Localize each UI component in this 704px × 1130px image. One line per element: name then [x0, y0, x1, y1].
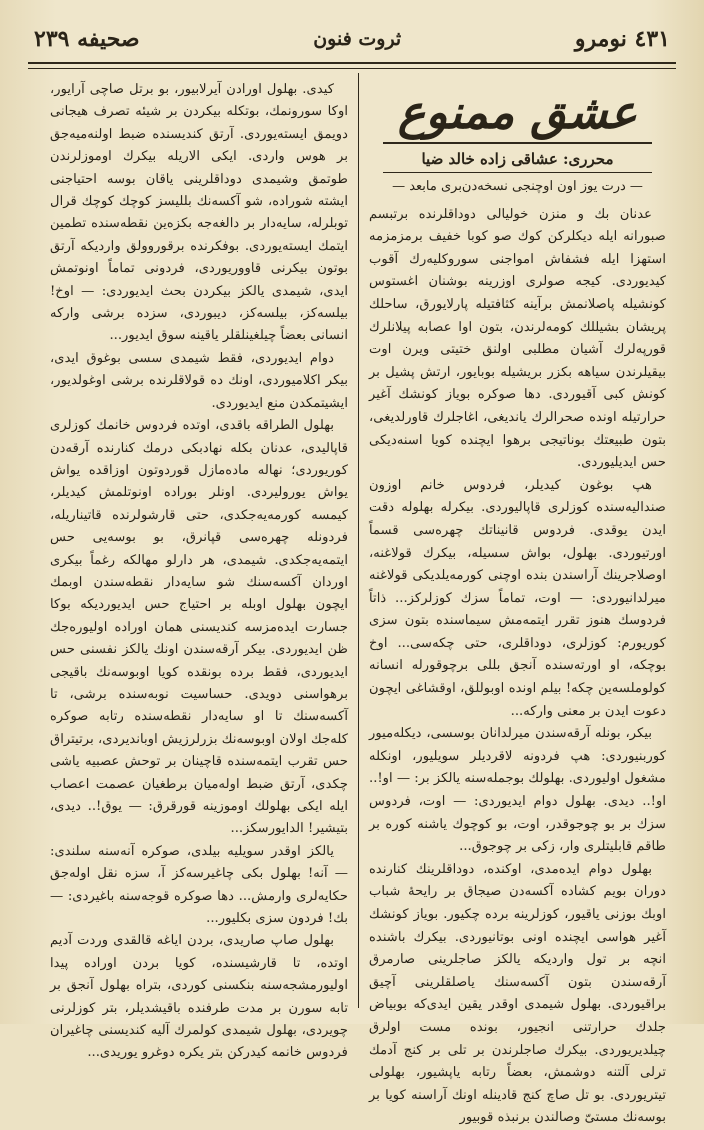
paragraph: عدنان بك و منزن خولیالی دوداقلرنده برتبسم صبورانه ایله دیکلرکن کوك صو کوبا خفیف برمزمزمه استهزا ایله فشفاش امواجنی سوروکلیه‌رك آقوب کیدیوردی. کیجه صولری اوزرینه بوشنان اغستوس کونشیله پاصلانمش برآینه کثافتیله پارلایورق، ساحلك پریشان بشیللك کومه‌لرندن، بتون اوا عصابه پیلانلرك قورپه‌لرك آشیان مطلبی اولنق ختیتی ویرن اوت بیقیلرندن سیاهه بکزر بریشیله بوبایور، ارتش پشیل بر کونش کبی آقیوردی. دها صوکره بویاز کونشك آغیر حرارتیله اونده صحرالرك یاندیغی، اغاجلرك قاورلدیغی، بتون طبیعتك بوناتیجی برهوا ایچنده کویا اسنه‌دیکی حس ایدیلیوردی. [369, 206, 666, 471]
paragraph: بهلول الطراقه باقدی، اوتده فردوس خانمك کوزلری قاپالیدی، عدنان بکله نهادبکی درمك کنارنده آرقه‌دن کوریوردی؛ نهاله ماده‌مازل قوردوتون اوزاقده یواش یواش یورولیردی. اونلر بوراده اونوتلمش کیدیلر، کیمسه کورمه‌یه‌جکدی، حتی قارشولرنده قاتیناریله، فردونله چهره‌سی قپانرق، بو بوسه‌یی حس ایتمه‌یه‌جکدی. شیمدی، هر دارلو مهالکه رغماً بیکری اوردان آکسه‌سنك شو سایه‌دار نقطه‌سندن اوبمك ایچون بهلول اوبله بر احتیاج حس ایدیوردیکه بوکا جسارت ایده‌مزسه کندیسنی همان اوراده اوليوره‌جك ظن ایدیوردی. بیکر آرقه‌سندن اونك یالکز نفسنی حس ایدیوردی، فقط برده بونقده کویا اوبوسه‌نك باقیجی برهواسنی دویدی. حساسیت نوبه‌سنده برشی، تا آکسه‌سنك تا او سایه‌دار نقطه‌سنده رتابه صوکره کله‌جك اولان اوبوسه‌نك بزرلرزیش اوباندیردی، برتیتراق حس تقرب ایتمه‌سنده قاچینان بر توحش عصبیه یاشی چکدی، آرتق ضبط اوله‌میان برطغیان عصمت اعصاب ایله ایکی بهلولك اوموزینه قورقرق: — یوق!.. دیدی، بتیشیر! الدایورسکز... [50, 418, 348, 837]
author-rule [383, 172, 652, 173]
page-header [28, 22, 676, 56]
author-line: محرری: عشاقی زاده خالد ضیا [421, 149, 614, 168]
right-column [358, 73, 676, 1126]
paragraph: یالکز اوقدر سویلیه بیلدی، صوکره آنه‌سنه سلندی: — آنه! بهلول بکی چاغیرسه‌کز آ، سزه نقل اوله‌جق حکایه‌لری وارمش... دها صوکره قوجه‌سنه باغیردی: — بك! فردون سزی بکلیور... [50, 843, 348, 927]
continuation-note: — درت یوز اون اوچنجی نسخه‌دن‌بری مابعد — [392, 178, 643, 194]
paragraph: کیدی. بهلول اورادن آیرلابیور، بو برتل صاچی آرایور، اوکا سورونمك، بوتکله بیکردن بر شیئه تصرف هیجانی دویمق ایسته‌یوردی. آرتق کندیسنده ضبط اولنه‌میه‌جق بر هوس واردی. ایکی الاریله بیکرك اوموزلرندن طوتمق وشیمدی دوداقلرینی یاقان بوسه احتیاجنی ایشته شوراده، شو آکسه‌نك بللیسز کوچك کوچك قرال توبلرله، سایه‌دار بر دالغه‌جه بکزه‌ین نقطه‌سنده تطمین ایتمك ایسته‌یوردی. بوفکرنده برقوروولق واردیکه آرتق بوتون بیکرنی قاووریوردی، فردونی تماماً اونوتمش ایدی، شیمدی یالکز بیکردن بحث ایدیوردی: — اوخ! بیلسه‌کز، بیلسه‌کز، دیبوردی، سزده برشی وارکه انسانی بعضاً چیلغینلقلر یاقینه سوق ایدیور... [50, 82, 348, 344]
article-title: عشق ممنوع [397, 85, 638, 139]
paragraph: هپ بوغون کیدیلر، فردوس خانم اوزون صندالیه‌سنده کوزلری قاپالیوردی. بیکرله بهلوله دقت ایدن یوقدی. فردوس قانیناتك چهره‌سی قسماً اورتیوردی. بهلول، بواش سسیله، بیکرك قولاغنه، اوصلاجرینك آراسندن بنده اوچنی کورمه‌یلدیکی قولاغنه میرلدانیوردی: — اوت، تماماً سزك کوزلرکز... ذاتاً فردوسك هنوز تقرر ایتمه‌مش سیماسنده بتون سزی کوریورم: کوزلری، دوداقلری، حتی چکه‌سی... اوخ بوچکه، او اورته‌سنده آنجق بللی برچوقورله انسانه کولوملسه‌ین چکه! بیلم اونده اوبوللق، اوقشاغی ایچون دعوت ایدن بر معنی وارکه... [369, 477, 666, 719]
article-heading [369, 79, 666, 194]
page-number: صحيفه ٢٣٩ [34, 26, 140, 52]
paragraph: بهلول دوام ایده‌مدی، اوکنده، دوداقلرینك کنارنده دوران بویم کشاده آکسه‌دن صیجاق بر رایحهٔ شباب اوبك بوزنی یاقیور، کوزلرینه برده چکیور. بویاز کونشك آغیر هواسی ایچنده اونی بوتانیوردی. بیکرك باشنده انچه بر تول واردیکه یالکز صاجلرینی صارمرق آرقه‌سندن بتون آکسه‌سنك یاصلقلرینی آچیق براقیوردی. بهلول شیمدی اوقدر یقین ایدی‌که بوبیاض جلدك حرارتنی انجیور، بونده مست اولرق چیلدیریوردی. بیکرك صاجلرندن بر تلی بر کنج آدمك ترلی آلتنه دوشمش، بعضاً رتابه یاپشیور، بهلولی تیتریوردی. بو تل صاچ کنج قادینله اونك آراسنه کویا بر بوسه‌نك مستیّ وصالندن برنبذه قوبیور [369, 861, 666, 1126]
issue-number: ٤٣١ نومرو [574, 26, 670, 52]
paragraph: دوام ایدیوردی، فقط شیمدی سسی بوغوق ایدی، بیکر اکلامیوردی، اونك ده قولاقلرنده برشی اوغولدیور، ایشیتمکدن منع ایدیوردی. [50, 350, 348, 411]
left-column [40, 73, 358, 1061]
text-columns [28, 73, 676, 1126]
header-rule [28, 62, 676, 69]
title-rule [383, 142, 652, 144]
paragraph: بیکر، بونله آرقه‌سندن میرلدانان بوسسی، دیکله‌میور کوربنیوردی: هپ فردونه لاقردیلر سویلیور، اونکله مشغول اولیوردی. بهلولك بوجمله‌سنه یالکز بر: — او!.. او!.. دیدی. بهلول دوام ایدیوردی: — اوت، فردوس سزك بر بو چوجوقدر، اوت، بو کوچوك یاشنه کوره بر طاقم قابلیتلری وار، زکی بر چوجوق... [369, 726, 666, 855]
magazine-name: ثروت فنون [313, 28, 402, 50]
paragraph: بهلول صاپ صاریدی، بردن ایاغه قالقدی وردت آدیم اوتده، تا قارشیسنده، کویا بردن اوراده پیدا اولیورمشجه‌سنه بنکسنی کوردی، بتراه بهلول آنجق بر تابه سورن بر مدت طرفنده باقیشدیلر، بتر کوزلرنی چویردی، بهلول شیمدی کولمرك آلیه کندیسنی چاغیران فردوس خانمه کیدرکن بتر یکره دوغرو یوریدی... [50, 933, 348, 1061]
